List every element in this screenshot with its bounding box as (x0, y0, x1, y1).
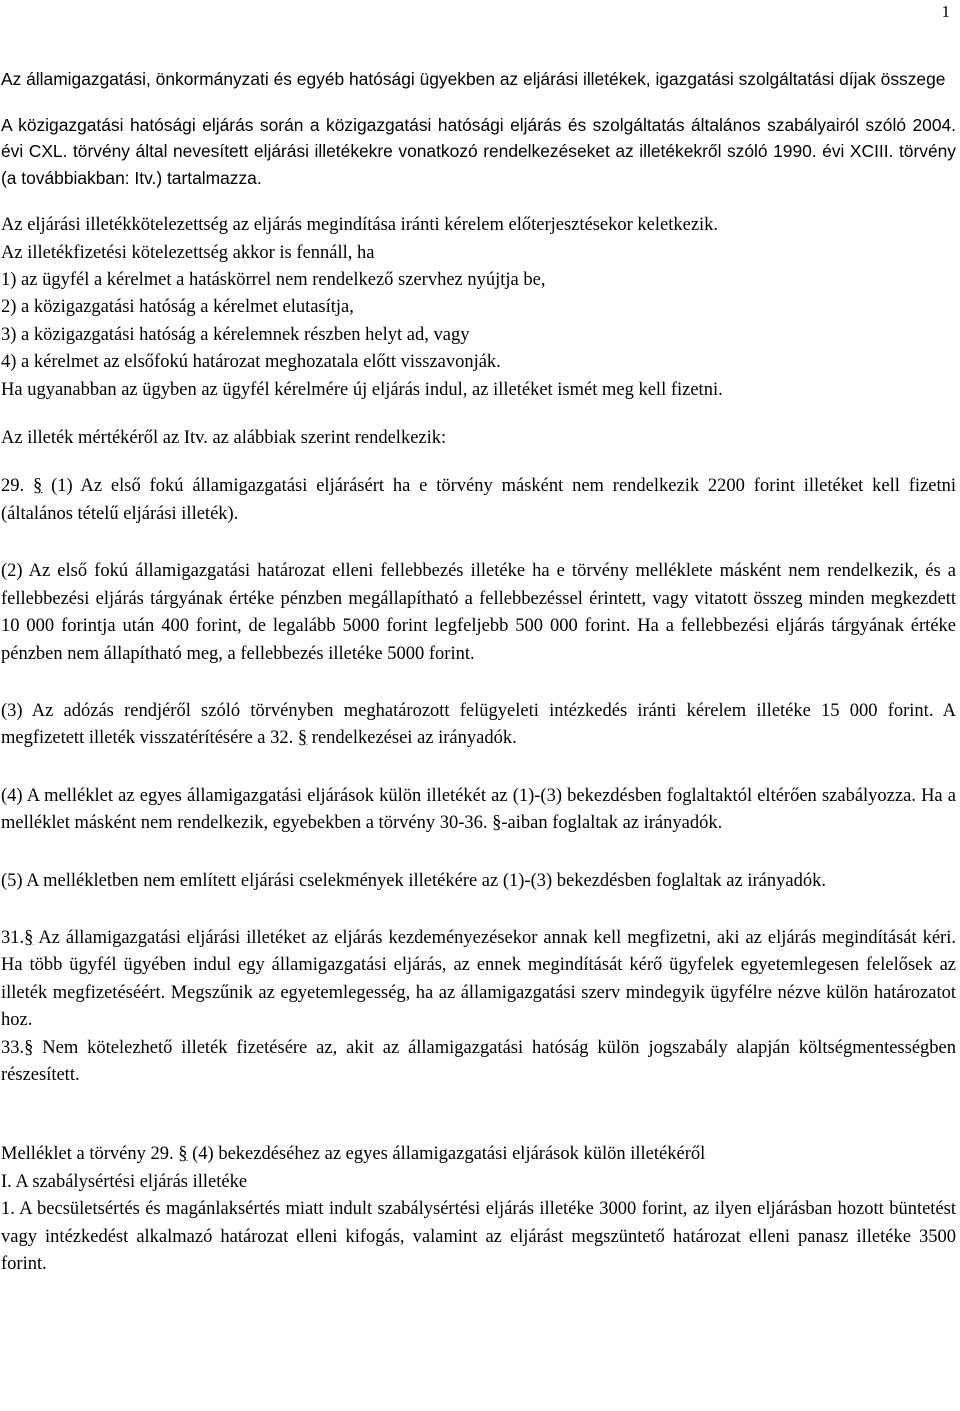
intro-paragraph: A közigazgatási hatósági eljárás során a közigazgatási hatósági eljárás és szolgáltatás általános szabályairól szóló 2004. évi CXL. törvény által nevesített eljárási illetékekre vonatkozó rendelkezéseket az illetékekről szóló 1990. évi XCIII. törvény (a továbbiakban: Itv.) tartalmazza. (1, 115, 956, 188)
section-sign: § (24, 1037, 34, 1058)
sec29-paragraph-5: (5) A mellékletben nem említett eljárási cselekmények illetékére az (1)-(3) bekezdésben foglaltak az irányadók. (1, 870, 826, 891)
sec33-paragraph: 33.§ Nem kötelezhető illeték fizetésére az, akit az államigazgatási hatóság külön jogszabály alapján költségmentességben részesített. (1, 1037, 956, 1085)
annex-item-1: 1. A becsületsértés és magánlaksértés miatt indult szabálysértési eljárás illetéke 3000 forint, az ilyen eljárásban hozott büntetést vagy intézkedést alkalmazó határozat elleni kifogás, valamint az eljárást megszüntető határozat elleni panasz illetéke 3500 forint. (1, 1199, 956, 1274)
obligation-new-procedure: Ha ugyanabban az ügyben az ügyfél kérelmére új eljárás indul, az illetéket ismét meg kell fizetni. (1, 379, 723, 400)
obligation-block (1, 212, 956, 404)
annex-heading: Melléklet a törvény 29. § (4) bekezdéséhez az egyes államigazgatási eljárások külön illetékéről (1, 1144, 706, 1165)
sec29-paragraph-2: (2) Az első fokú államigazgatási határozat elleni fellebbezés illetéke ha e törvény melléklete másként nem rendelkezik, és a fellebbezési eljárás tárgyának értéke pénzben megállapítható a fellebbezéssel érintett, vagy vitatott összeg minden megkezdett 10 000 forintja után 400 forint, de legalább 5000 forint legfeljebb 500 000 forint. Ha a fellebbezési eljárás tárgyának értéke pénzben nem állapítható meg, a fellebbezés illetéke 5000 forint. (1, 561, 956, 664)
obligation-item: 2) a közigazgatási hatóság a kérelmet elutasítja, (1, 297, 354, 318)
section-sign: § (492, 813, 502, 834)
obligation-item: 3) a közigazgatási hatóság a kérelemnek részben helyt ad, vagy (1, 324, 470, 345)
obligation-item: 1) az ügyfél a kérelmet a hatáskörrel nem rendelkező szervhez nyújtja be, (1, 270, 546, 291)
sec29-paragraph-3: (3) Az adózás rendjéről szóló törvényben meghatározott felügyeleti intézkedés iránti kérelem illetéke 15 000 forint. A megfizetett illeték visszatérítésére a 32. § rendelkezései az irányadók. (1, 700, 956, 749)
sec29-paragraph-1: 29. § (1) Az első fokú államigazgatási eljárásért ha e törvény másként nem rendelkezik 2200 forint illetéket kell fizetni (általános tételű eljárási illeték). (1, 476, 957, 524)
sec31-paragraph: 31.§ Az államigazgatási eljárási illetéket az eljárás kezdeményezésekor annak kell megfizetni, aki az eljárás megindítását kéri. Ha több ügyfél ügyében indul egy államigazgatási eljárás, az ennek megindítását kérő ügyfelek egyetemlegesen felelősek az illeték megfizetéséért. Megszűnik az egyetemlegesség, ha az államigazgatási szerv mindegyik ügyfélre nézve külön határozatot hoz. (1, 927, 956, 1031)
obligation-persists-intro: Az illetékfizetési kötelezettség akkor is fennáll, ha (1, 242, 375, 263)
page-number: 1 (941, 2, 950, 21)
obligation-item: 4) a kérelmet az elsőfokú határozat meghozatala előtt visszavonják. (1, 352, 501, 373)
section-sign: § (297, 728, 308, 749)
obligation-arises: Az eljárási illetékkötelezettség az eljárás megindítása iránti kérelem előterjesztésekor keletkezik. (1, 215, 719, 236)
sec29-paragraph-4: (4) A melléklet az egyes államigazgatási eljárások külön illetékét az (1)-(3) bekezdésben foglaltaktól eltérően szabályozza. Ha a melléklet másként nem rendelkezik, egyebekben a törvény 30-36. §-aiban foglaltak az irányadók. (1, 785, 956, 834)
rate-intro: Az illeték mértékéről az Itv. az alábbiak szerint rendelkezik: (1, 428, 447, 449)
section-sign: § (24, 927, 34, 948)
annex-section-title: I. A szabálysértési eljárás illetéke (1, 1171, 248, 1192)
section-sign: § (32, 476, 43, 497)
document-title: Az államigazgatási, önkormányzati és egyéb hatósági ügyekben az eljárási illetékek, igazgatási szolgáltatási díjak összege (1, 69, 946, 89)
section-sign: § (178, 1144, 188, 1165)
